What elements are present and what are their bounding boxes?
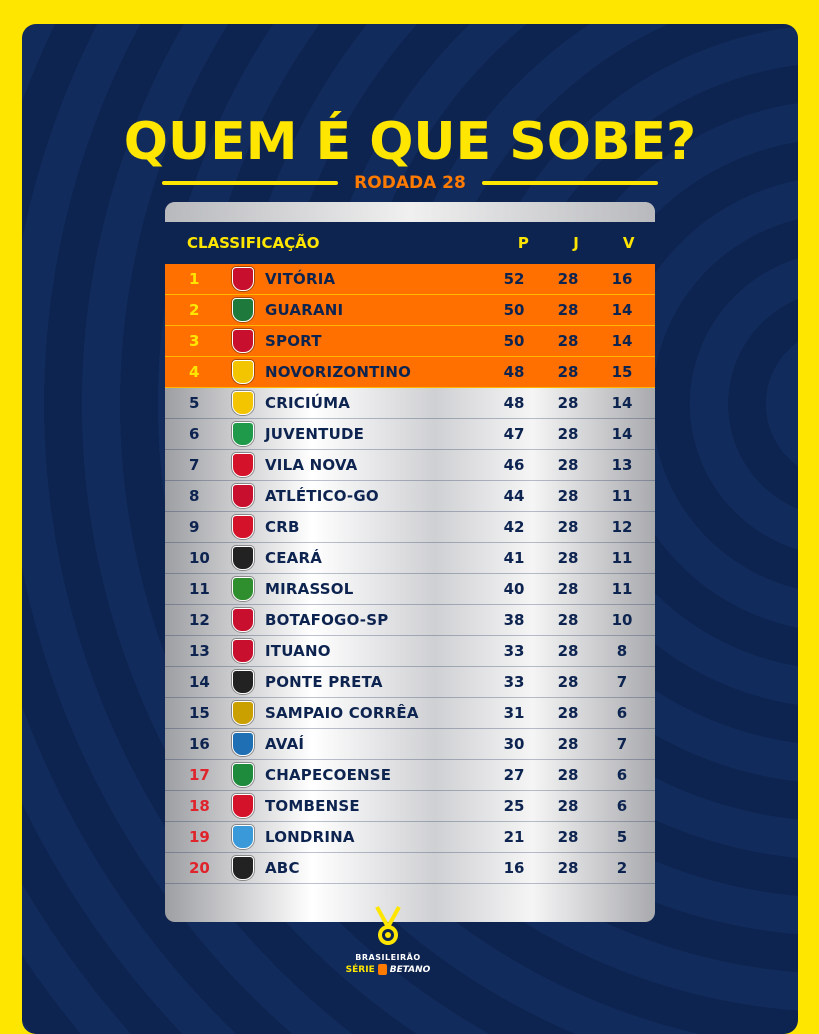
divider-left — [162, 181, 338, 185]
row-games: 28 — [557, 549, 579, 567]
table-row — [165, 822, 655, 853]
row-games: 28 — [557, 363, 579, 381]
row-crest — [225, 639, 261, 663]
atletico-go-crest-icon — [232, 484, 254, 508]
row-position: 17 — [189, 766, 210, 784]
row-games: 28 — [557, 518, 579, 536]
table-row — [165, 791, 655, 822]
row-wins: 14 — [611, 425, 633, 443]
row-games: 28 — [557, 797, 579, 815]
row-wins: 14 — [611, 301, 633, 319]
row-wins: 15 — [611, 363, 633, 381]
row-position: 15 — [189, 704, 210, 722]
row-wins: 11 — [611, 487, 633, 505]
row-crest — [225, 360, 261, 384]
row-games: 28 — [557, 766, 579, 784]
row-games: 28 — [557, 642, 579, 660]
divider-right — [482, 181, 658, 185]
row-team-name: CRB — [265, 518, 300, 536]
row-wins: 7 — [616, 673, 628, 691]
row-position: 19 — [189, 828, 210, 846]
sampaio-correa-crest-icon — [232, 701, 254, 725]
row-crest — [225, 670, 261, 694]
row-wins: 11 — [611, 580, 633, 598]
row-crest — [225, 701, 261, 725]
row-points: 46 — [503, 456, 525, 474]
row-points: 50 — [503, 301, 525, 319]
row-position: 4 — [189, 363, 200, 381]
row-team-name: AVAÍ — [265, 735, 305, 753]
row-team-name: LONDRINA — [265, 828, 355, 846]
round-label: RODADA 28 — [354, 173, 466, 193]
row-position: 9 — [189, 518, 200, 536]
row-points: 40 — [503, 580, 525, 598]
row-games: 28 — [557, 425, 579, 443]
row-games: 28 — [557, 270, 579, 288]
table-row — [165, 574, 655, 605]
row-team-name: GUARANI — [265, 301, 344, 319]
row-points: 50 — [503, 332, 525, 350]
row-team-name: PONTE PRETA — [265, 673, 383, 691]
brasileirao-trophy-icon — [371, 905, 405, 949]
column-header-wins: V — [622, 234, 635, 252]
row-team-name: CRICIÚMA — [265, 394, 351, 412]
avai-crest-icon — [232, 732, 254, 756]
row-position: 12 — [189, 611, 210, 629]
table-row — [165, 667, 655, 698]
row-games: 28 — [557, 332, 579, 350]
league-logo — [340, 905, 436, 995]
row-games: 28 — [557, 487, 579, 505]
mirassol-crest-icon — [232, 577, 254, 601]
row-crest — [225, 546, 261, 570]
series-label: SÉRIE — [345, 964, 375, 975]
row-points: 33 — [503, 642, 525, 660]
novorizontino-crest-icon — [232, 360, 254, 384]
juventude-crest-icon — [232, 422, 254, 446]
row-crest — [225, 577, 261, 601]
row-wins: 14 — [611, 394, 633, 412]
row-team-name: SPORT — [265, 332, 322, 350]
row-position: 6 — [189, 425, 200, 443]
table-row — [165, 698, 655, 729]
table-row — [165, 512, 655, 543]
row-wins: 12 — [611, 518, 633, 536]
row-wins: 6 — [616, 766, 628, 784]
row-points: 52 — [503, 270, 525, 288]
row-wins: 5 — [616, 828, 628, 846]
row-points: 27 — [503, 766, 525, 784]
row-points: 48 — [503, 394, 525, 412]
ceara-crest-icon — [232, 546, 254, 570]
table-row — [165, 605, 655, 636]
row-points: 16 — [503, 859, 525, 877]
row-crest — [225, 515, 261, 539]
row-wins: 2 — [616, 859, 628, 877]
table-row — [165, 760, 655, 791]
crb-crest-icon — [232, 515, 254, 539]
row-team-name: BOTAFOGO-SP — [265, 611, 389, 629]
league-series-row — [346, 964, 431, 975]
row-games: 28 — [557, 673, 579, 691]
row-games: 28 — [557, 828, 579, 846]
row-wins: 11 — [611, 549, 633, 567]
table-row — [165, 326, 655, 357]
standings-table — [165, 202, 655, 922]
table-row — [165, 543, 655, 574]
row-position: 3 — [189, 332, 200, 350]
row-wins: 6 — [616, 704, 628, 722]
row-games: 28 — [557, 859, 579, 877]
table-row — [165, 636, 655, 667]
row-wins: 8 — [616, 642, 628, 660]
table-row — [165, 388, 655, 419]
table-row — [165, 481, 655, 512]
row-position: 5 — [189, 394, 200, 412]
row-team-name: MIRASSOL — [265, 580, 354, 598]
row-crest — [225, 856, 261, 880]
guarani-crest-icon — [232, 298, 254, 322]
row-crest — [225, 267, 261, 291]
row-games: 28 — [557, 394, 579, 412]
column-header-classification: CLASSIFICAÇÃO — [187, 234, 320, 252]
row-team-name: NOVORIZONTINO — [265, 363, 412, 381]
abc-crest-icon — [232, 856, 254, 880]
row-team-name: CEARÁ — [265, 549, 323, 567]
row-position: 7 — [189, 456, 200, 474]
row-games: 28 — [557, 735, 579, 753]
row-games: 28 — [557, 704, 579, 722]
row-position: 11 — [189, 580, 210, 598]
row-team-name: ITUANO — [265, 642, 331, 660]
sport-crest-icon — [232, 329, 254, 353]
row-wins: 6 — [616, 797, 628, 815]
row-points: 48 — [503, 363, 525, 381]
ituano-crest-icon — [232, 639, 254, 663]
league-name: BRASILEIRÃO — [355, 953, 421, 962]
column-header-games: J — [573, 234, 579, 252]
row-position: 10 — [189, 549, 210, 567]
row-points: 30 — [503, 735, 525, 753]
row-games: 28 — [557, 301, 579, 319]
poster-card — [22, 24, 798, 1034]
row-points: 38 — [503, 611, 525, 629]
row-crest — [225, 298, 261, 322]
table-row — [165, 357, 655, 388]
row-crest — [225, 329, 261, 353]
table-top-strip — [165, 202, 655, 222]
page-title: QUEM É QUE SOBE? — [123, 112, 697, 172]
row-team-name: CHAPECOENSE — [265, 766, 392, 784]
row-position: 8 — [189, 487, 200, 505]
row-points: 44 — [503, 487, 525, 505]
row-wins: 13 — [611, 456, 633, 474]
row-crest — [225, 825, 261, 849]
row-team-name: VITÓRIA — [265, 270, 336, 288]
row-wins: 14 — [611, 332, 633, 350]
row-crest — [225, 391, 261, 415]
row-crest — [225, 453, 261, 477]
row-crest — [225, 608, 261, 632]
row-crest — [225, 763, 261, 787]
table-body — [165, 264, 655, 884]
sponsor-mark-icon — [378, 964, 387, 975]
table-row — [165, 450, 655, 481]
criciuma-crest-icon — [232, 391, 254, 415]
row-wins: 16 — [611, 270, 633, 288]
row-position: 13 — [189, 642, 210, 660]
row-position: 16 — [189, 735, 210, 753]
row-points: 25 — [503, 797, 525, 815]
row-position: 14 — [189, 673, 210, 691]
row-points: 33 — [503, 673, 525, 691]
row-points: 42 — [503, 518, 525, 536]
row-points: 41 — [503, 549, 525, 567]
row-points: 31 — [503, 704, 525, 722]
row-team-name: JUVENTUDE — [265, 425, 365, 443]
sponsor-label: BETANO — [389, 964, 431, 975]
row-games: 28 — [557, 580, 579, 598]
table-row — [165, 419, 655, 450]
row-team-name: ATLÉTICO-GO — [265, 487, 379, 505]
vila-nova-crest-icon — [232, 453, 254, 477]
table-row — [165, 264, 655, 295]
row-crest — [225, 422, 261, 446]
row-team-name: TOMBENSE — [265, 797, 360, 815]
row-position: 1 — [189, 270, 200, 288]
subtitle-row — [162, 172, 658, 194]
table-row — [165, 853, 655, 884]
row-position: 20 — [189, 859, 210, 877]
row-games: 28 — [557, 611, 579, 629]
chapecoense-crest-icon — [232, 763, 254, 787]
row-wins: 7 — [616, 735, 628, 753]
table-row — [165, 295, 655, 326]
row-wins: 10 — [611, 611, 633, 629]
row-position: 2 — [189, 301, 200, 319]
tombense-crest-icon — [232, 794, 254, 818]
botafogo-sp-crest-icon — [232, 608, 254, 632]
row-crest — [225, 484, 261, 508]
row-points: 47 — [503, 425, 525, 443]
row-position: 18 — [189, 797, 210, 815]
row-team-name: VILA NOVA — [265, 456, 358, 474]
row-points: 21 — [503, 828, 525, 846]
londrina-crest-icon — [232, 825, 254, 849]
row-crest — [225, 794, 261, 818]
vitoria-crest-icon — [232, 267, 254, 291]
column-header-points: P — [517, 234, 529, 252]
table-header — [165, 222, 655, 264]
row-team-name: ABC — [265, 859, 300, 877]
row-team-name: SAMPAIO CORRÊA — [265, 704, 419, 722]
table-row — [165, 729, 655, 760]
row-crest — [225, 732, 261, 756]
row-games: 28 — [557, 456, 579, 474]
ponte-preta-crest-icon — [232, 670, 254, 694]
